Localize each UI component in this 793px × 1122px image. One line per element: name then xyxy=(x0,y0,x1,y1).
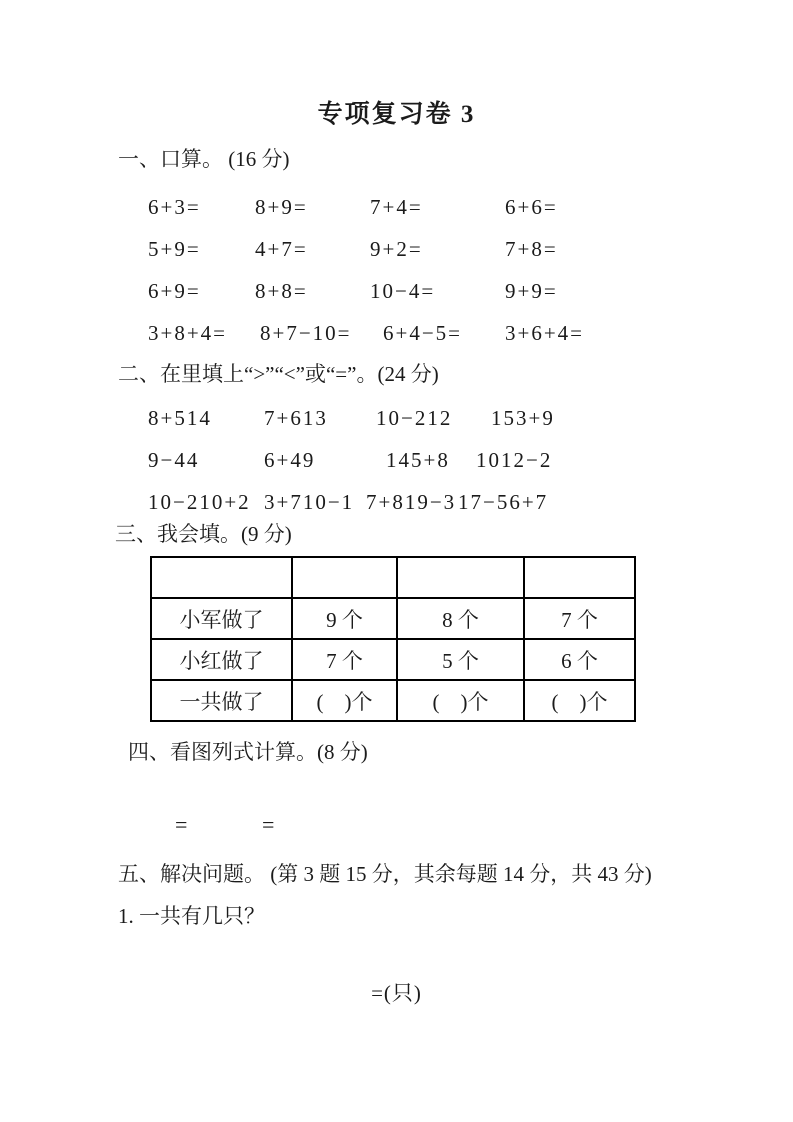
question-1: 1. 一共有几只？ xyxy=(118,904,265,928)
math-problem: 9+9= xyxy=(505,279,558,303)
table-cell: ( )个 xyxy=(524,680,635,721)
equation-equals-right: = xyxy=(262,812,276,837)
compare-row xyxy=(148,489,548,515)
math-problem: 7+8= xyxy=(505,237,558,261)
math-problem: 6+3= xyxy=(148,195,201,219)
oral-calc-row xyxy=(148,194,558,220)
table-row xyxy=(151,598,635,639)
table-cell: 5 个 xyxy=(397,639,524,680)
math-problem: 10−212 xyxy=(376,406,453,430)
math-problem: 3+710−1 xyxy=(264,490,355,514)
table-row xyxy=(151,680,635,721)
math-problem: 145+8 xyxy=(386,448,450,472)
section-1-heading: 一、口算。 (16 分) xyxy=(118,147,290,171)
table-cell xyxy=(292,557,397,598)
math-problem: 9−44 xyxy=(148,448,200,472)
table-cell: 9 个 xyxy=(292,598,397,639)
math-problem: 8+9= xyxy=(255,195,308,219)
math-problem: 6+9= xyxy=(148,279,201,303)
table-cell: ( )个 xyxy=(397,680,524,721)
table-cell xyxy=(524,557,635,598)
table-cell: 一共做了 xyxy=(151,680,292,721)
table-cell: 8 个 xyxy=(397,598,524,639)
math-problem: 7+4= xyxy=(370,195,423,219)
oral-calc-row xyxy=(148,236,558,262)
compare-row xyxy=(148,405,555,431)
oral-calc-row xyxy=(148,278,558,304)
math-problem: 4+7= xyxy=(255,237,308,261)
table-cell: ( )个 xyxy=(292,680,397,721)
answer-line: =(只) xyxy=(371,981,422,1005)
math-problem: 9+2= xyxy=(370,237,423,261)
compare-row xyxy=(148,447,552,473)
table-cell xyxy=(397,557,524,598)
table-cell: 小军做了 xyxy=(151,598,292,639)
table-cell: 小红做了 xyxy=(151,639,292,680)
math-problem: 8+514 xyxy=(148,406,212,430)
math-problem: 6+4−5= xyxy=(383,321,463,345)
math-problem: 6+49 xyxy=(264,448,316,472)
fill-in-table xyxy=(150,556,636,722)
table-cell: 6 个 xyxy=(524,639,635,680)
math-problem: 8+8= xyxy=(255,279,308,303)
table-row xyxy=(151,639,635,680)
math-problem: 153+9 xyxy=(491,406,555,430)
math-problem: 17−56+7 xyxy=(458,490,549,514)
equation-equals-left: = xyxy=(175,812,189,837)
table-row xyxy=(151,557,635,598)
math-problem: 8+7−10= xyxy=(260,321,352,345)
table-cell: 7 个 xyxy=(292,639,397,680)
section-3-heading: 三、我会填。(9 分) xyxy=(115,522,292,546)
math-problem: 10−4= xyxy=(370,279,436,303)
math-problem: 5+9= xyxy=(148,237,201,261)
page-title: 专项复习卷 3 xyxy=(317,101,476,128)
math-problem: 3+8+4= xyxy=(148,321,228,345)
math-problem: 10−210+2 xyxy=(148,490,251,514)
table-cell: 7 个 xyxy=(524,598,635,639)
section-5-heading: 五、解决问题。 (第 3 题 15 分，其余每题 14 分，共 43 分) xyxy=(118,862,652,886)
oral-calc-row xyxy=(148,320,584,346)
math-problem: 7+613 xyxy=(264,406,328,430)
math-problem: 1012−2 xyxy=(476,448,553,472)
table-cell xyxy=(151,557,292,598)
math-problem: 6+6= xyxy=(505,195,558,219)
section-4-heading: 四、看图列式计算。(8 分) xyxy=(128,740,368,764)
math-problem: 7+819−3 xyxy=(366,490,457,514)
section-2-heading: 二、在里填上“>”“<”或“=”。(24 分) xyxy=(118,362,439,386)
math-problem: 3+6+4= xyxy=(505,321,585,345)
